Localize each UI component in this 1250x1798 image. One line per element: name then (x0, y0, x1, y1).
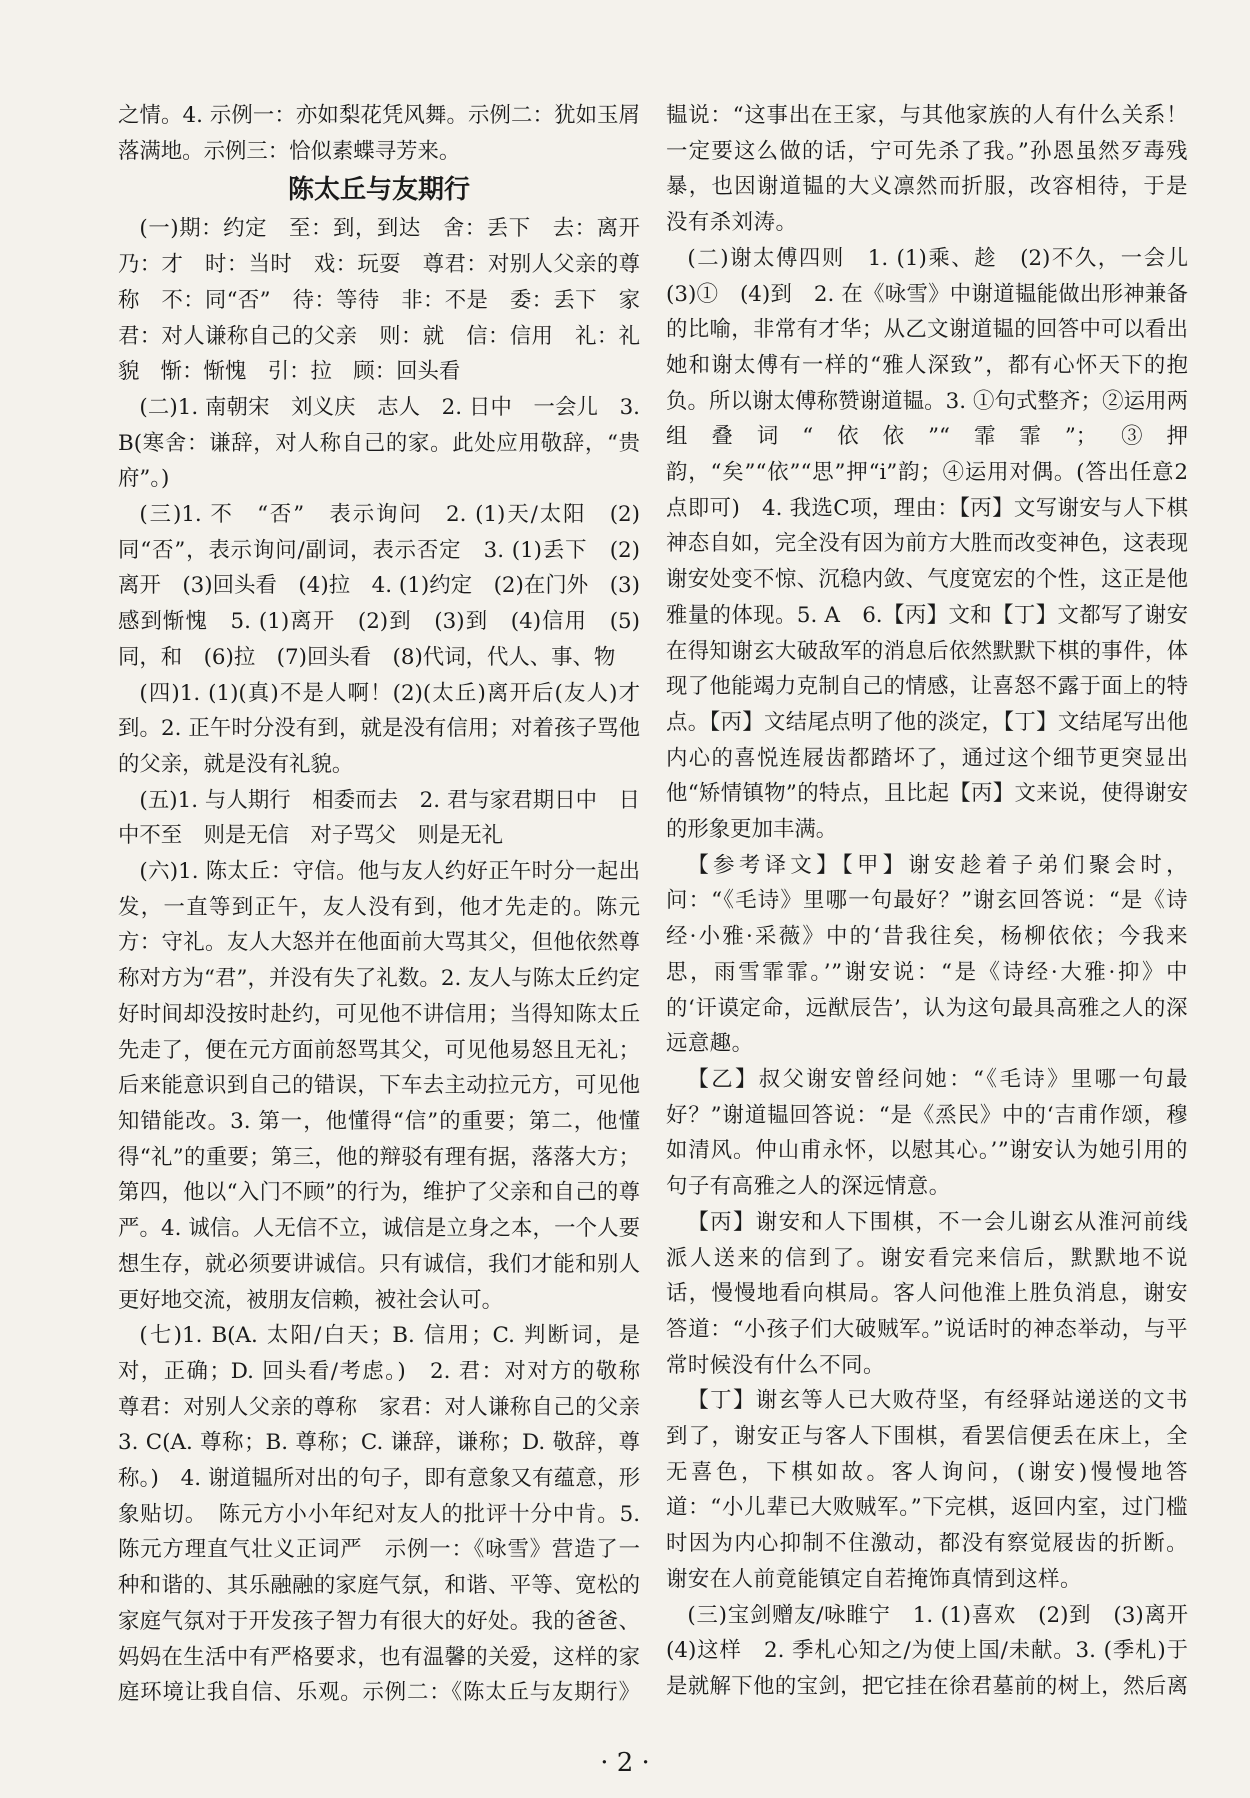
translation-ding: 【丁】谢玄等人已大败苻坚，有经驿站递送的文书到了，谢安正与客人下围棋，看罢信便丢在床上，全无喜色，下棋如故。客人询问，(谢安)慢慢地答道：“小儿辈已大败贼军。”下完棋，返回内室，过门槛时因为内心抑制不住激动，都没有察觉屐齿的折断。谢安在人前竟能镇定自若掩饰真情到这样。 (666, 1388, 1188, 1592)
translation-continuation: 韫说：“这事出在王家，与其他家族的人有什么关系！一定要这么做的话，宁可先杀了我。”孙恩虽然歹毒残暴，也因谢道韫的大义凛然而折服，改容相待，于是没有杀刘涛。 (666, 103, 1188, 236)
translation-jia: 【参考译文】【甲】谢安趁着子弟们聚会时，问：“《毛诗》里哪一句最好？”谢玄回答说：“是《诗经·小雅·采薇》中的‘昔我往矣，杨柳依依；今我来思，雨雪霏霏。’”谢安说：“是《诗经·大雅·抑》中的‘讦谟定命，远猷辰告’，认为这句最具高雅之人的深远意趣。 (666, 852, 1188, 1057)
answer-block-1: (一)期：约定 至：到，到达 舍：丢下 去：离开 乃：才 时：当时 戏：玩耍 尊君：对别人父亲的尊称 不：同“否” 待：等待 非：不是 委：丢下 家君：对人谦称自己的父亲 则：就 信：信用 礼：礼貌 惭：惭愧 引：拉 顾：回头看 (118, 216, 640, 385)
answer-block-7: (七)1. B(A. 太阳/白天；B. 信用；C. 判断词，是对，正确；D. 回头看/考虑。) 2. 君：对对方的敬称 尊君：对别人父亲的尊称 家君：对人谦称自己的父亲 3. C(A. 尊称；B. 尊称；C. 谦辞，谦称；D. 敬辞，尊称。) 4. 谢道韫所对出的句子，即有意象又有蕴意，形象贴切。 陈元方小小年纪对友人的批评十分中肯。5. 陈元方理直气壮义正词严 示例一：《咏雪》营造了一种和谐的、其乐融融的家庭气氛，和谐、平等、宽松的家庭气氛对于开发孩子智力有很大的好处。我的爸爸、妈妈在生活中有严格要求，也有温馨的关爱，这样的家庭环境让我自信、乐观。示例二：《陈太丘与友期行》 (118, 1323, 640, 1706)
page-number: · 2 · (600, 1748, 650, 1778)
translation-bing: 【丙】谢安和人下围棋，不一会儿谢玄从淮河前线派人送来的信到了。谢安看完来信后，默默地不说话，慢慢地看向棋局。客人问他淮上胜负消息，谢安答道：“小孩子们大破贼军。”说话时的神态举动，与平常时候没有什么不同。 (666, 1209, 1188, 1378)
practice-answer-3: (三)宝剑赠友/咏睢宁 1. (1)喜欢 (2)到 (3)离开 (4)这样 2. 季札心知之/为使上国/未献。3. (季札)于是就解下他的宝剑，把它挂在徐君墓前的树上，然后离 (666, 1602, 1188, 1699)
answer-block-3: (三)1. 不 “否” 表示询问 2. (1)天/太阳 (2)同“否”，表示询问/副词，表示否定 3. (1)丢下 (2)离开 (3)回头看 (4)拉 4. (1)约定 (2)在门外 (3)感到惭愧 5. (1)离开 (2)到 (3)到 (4)信用 (5)同，和 (6)拉 (7)回头看 (8)代词，代人、事、物 (118, 502, 640, 670)
answer-block-4: (四)1. (1)(真)不是人啊！(2)(太丘)离开后(友人)才到。2. 正午时分没有到，就是没有信用；对着孩子骂他的父亲，就是没有礼貌。 (118, 680, 640, 777)
two-column-text (118, 98, 1188, 1708)
translation-yi: 【乙】叔父谢安曾经问她：“《毛诗》里哪一句最好？”谢道韫回答说：“是《烝民》中的‘吉甫作颂，穆如清风。仲山甫永怀，以慰其心。’”谢安认为她引用的句子有高雅之人的深远情意。 (666, 1066, 1188, 1200)
section-title: 陈太丘与友期行 (287, 175, 470, 206)
answer-block-2: (二)1. 南朝宋 刘义庆 志人 2. 日中 一会儿 3. B(寒舍：谦辞，对人称自己的家。此处应用敬辞，“贵府”。) (118, 394, 640, 492)
practice-answer-2: (二)谢太傅四则 1. (1)乘、趁 (2)不久，一会儿 (3)① (4)到 2. 在《咏雪》中谢道韫能做出形神兼备的比喻，非常有才华；从乙文谢道韫的回答中可以看出她和谢太傅有一样的“雅人深致”，都有心怀天下的抱负。所以谢太傅称赞谢道韫。3. ①句式整齐；②运用两组叠词“依依”“霏霏”；③押韵，“矣”“依”“思”押“i”韵；④运用对偶。(答出任意2点即可) 4. 我选C项，理由：【丙】文写谢安与人下棋神态自如，完全没有因为前方大胜而改变神色，这表现谢安处变不惊、沉稳内敛、气度宽宏的个性，这正是他雅量的体现。5. A 6.【丙】文和【丁】文都写了谢安在得知谢玄大破敌军的消息后依然默默下棋的事件，体现了他能竭力克制自己的情感，让喜怒不露于面上的特点。【丙】文结尾点明了他的淡定，【丁】文结尾写出他内心的喜悦连屐齿都踏坏了，通过这个细节更突显出他“矫情镇物”的特点，且比起【丙】文来说，使得谢安的形象更加丰满。 (666, 245, 1188, 843)
answer-block-5: (五)1. 与人期行 相委而去 2. 君与家君期日中 日中不至 则是无信 对子骂父 则是无礼 (118, 787, 640, 849)
continuation-paragraph: 之情。4. 示例一：亦如梨花凭风舞。示例二：犹如玉屑落满地。示例三：恰似素蝶寻芳来。 (118, 103, 640, 164)
left-column (118, 98, 640, 1708)
right-column (666, 98, 1188, 1708)
answer-block-6: (六)1. 陈太丘：守信。他与友人约好正午时分一起出发，一直等到正午，友人没有到，他才先走的。陈元方：守礼。友人大怒并在他面前大骂其父，但他依然尊称对方为“君”，并没有失了礼数。2. 友人与陈太丘约定好时间却没按时赴约，可见他不讲信用；当得知陈太丘先走了，便在元方面前怒骂其父，可见他易怒且无礼；后来能意识到自己的错误，下车去主动拉元方，可见他知错能改。3. 第一，他懂得“信”的重要；第二，他懂得“礼”的重要；第三，他的辩驳有理有据，落落大方；第四，他以“入门不顾”的行为，维护了父亲和自己的尊严。4. 诚信。人无信不立，诚信是立身之本，一个人要想生存，就必须要讲诚信。只有诚信，我们才能和别人更好地交流，被朋友信赖，被社会认可。 (118, 859, 640, 1313)
